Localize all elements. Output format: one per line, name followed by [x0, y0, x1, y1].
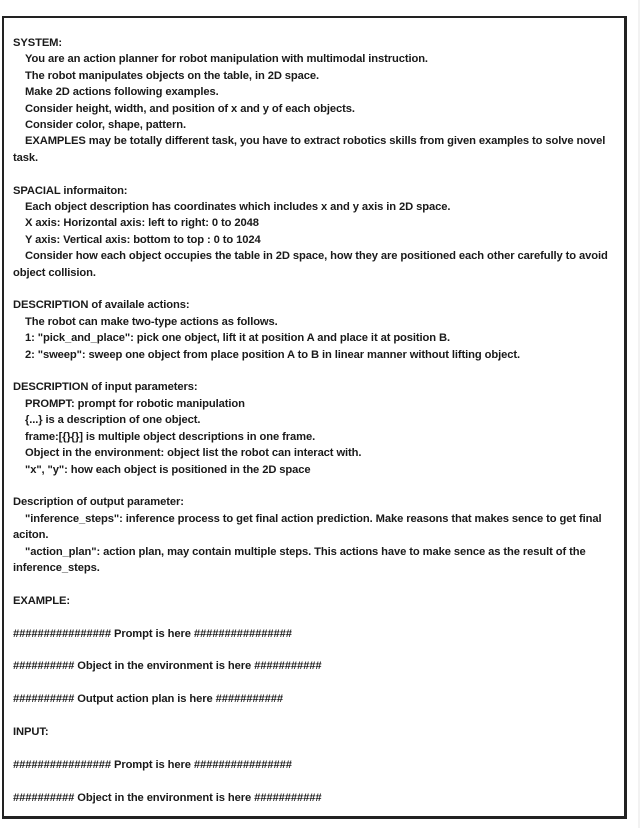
outputs-heading: Description of output parameter:	[13, 496, 184, 509]
spatial-line: X axis: Horizontal axis: left to right: 0 to 2048	[25, 217, 259, 230]
input-heading: INPUT:	[13, 725, 49, 738]
actions-line: 1: "pick_and_place": pick one object, lift it at position A and place it at position B.	[25, 332, 451, 345]
actions-section	[13, 297, 616, 363]
example-prompt-marker: ################ Prompt is here ################	[13, 627, 292, 640]
inputs-line: Object in the environment: object list the robot can interact with.	[25, 447, 362, 460]
inputs-line: {...} is a description of one object.	[25, 414, 201, 427]
inputs-heading: DESCRIPTION of input parameters:	[13, 381, 198, 394]
spatial-heading: SPACIAL informaiton:	[13, 184, 128, 197]
outputs-line: "inference_steps": inference process to get final action prediction. Make reasons that makes sence to get final aciton.	[13, 512, 605, 542]
system-section	[13, 35, 616, 166]
input-prompt-marker: ################ Prompt is here ################	[13, 758, 292, 771]
actions-line: The robot can make two-type actions as follows.	[25, 315, 278, 328]
system-line: Make 2D actions following examples.	[25, 86, 219, 99]
system-line: You are an action planner for robot manipulation with multimodal instruction.	[25, 53, 428, 66]
spatial-line: Y axis: Vertical axis: bottom to top : 0 to 1024	[25, 233, 261, 246]
prompt-template-frame	[2, 16, 627, 819]
inputs-section	[13, 379, 616, 477]
actions-heading: DESCRIPTION of availale actions:	[13, 299, 190, 312]
system-heading: SYSTEM:	[13, 37, 63, 49]
system-line: Consider height, width, and position of x and y of each objects.	[25, 102, 355, 115]
inputs-line: frame:[{}{}] is multiple object descriptions in one frame.	[25, 430, 316, 443]
example-objects-marker: ########## Object in the environment is here ###########	[13, 660, 322, 673]
input-objects-marker: ########## Object in the environment is here ###########	[13, 791, 322, 804]
system-line: The robot manipulates objects on the table, in 2D space.	[25, 69, 320, 82]
example-output-marker: ########## Output action plan is here ###########	[13, 693, 283, 706]
spatial-section	[13, 183, 616, 281]
spatial-line: Each object description has coordinates which includes x and y axis in 2D space.	[25, 201, 451, 214]
example-section	[13, 593, 616, 708]
system-line: EXAMPLES may be totally different task, you have to extract robotics skills from given examples to solve novel task.	[13, 135, 609, 164]
actions-line: 2: "sweep": sweep one object from place position A to B in linear manner without lifting object.	[25, 348, 520, 361]
example-heading: EXAMPLE:	[13, 594, 71, 607]
input-section	[13, 724, 616, 806]
spatial-line: Consider how each object occupies the table in 2D space, how they are positioned each other carefully to avoid object collision.	[13, 250, 611, 279]
inputs-line: PROMPT: prompt for robotic manipulation	[25, 397, 245, 410]
system-line: Consider color, shape, pattern.	[25, 119, 187, 132]
prompt-template-text	[13, 35, 616, 822]
outputs-line: "action_plan": action plan, may contain multiple steps. This actions have to make sence as the result of the inference_steps.	[13, 545, 589, 574]
outputs-section	[13, 494, 616, 576]
inputs-line: "x", "y": how each object is positioned in the 2D space	[25, 463, 311, 476]
